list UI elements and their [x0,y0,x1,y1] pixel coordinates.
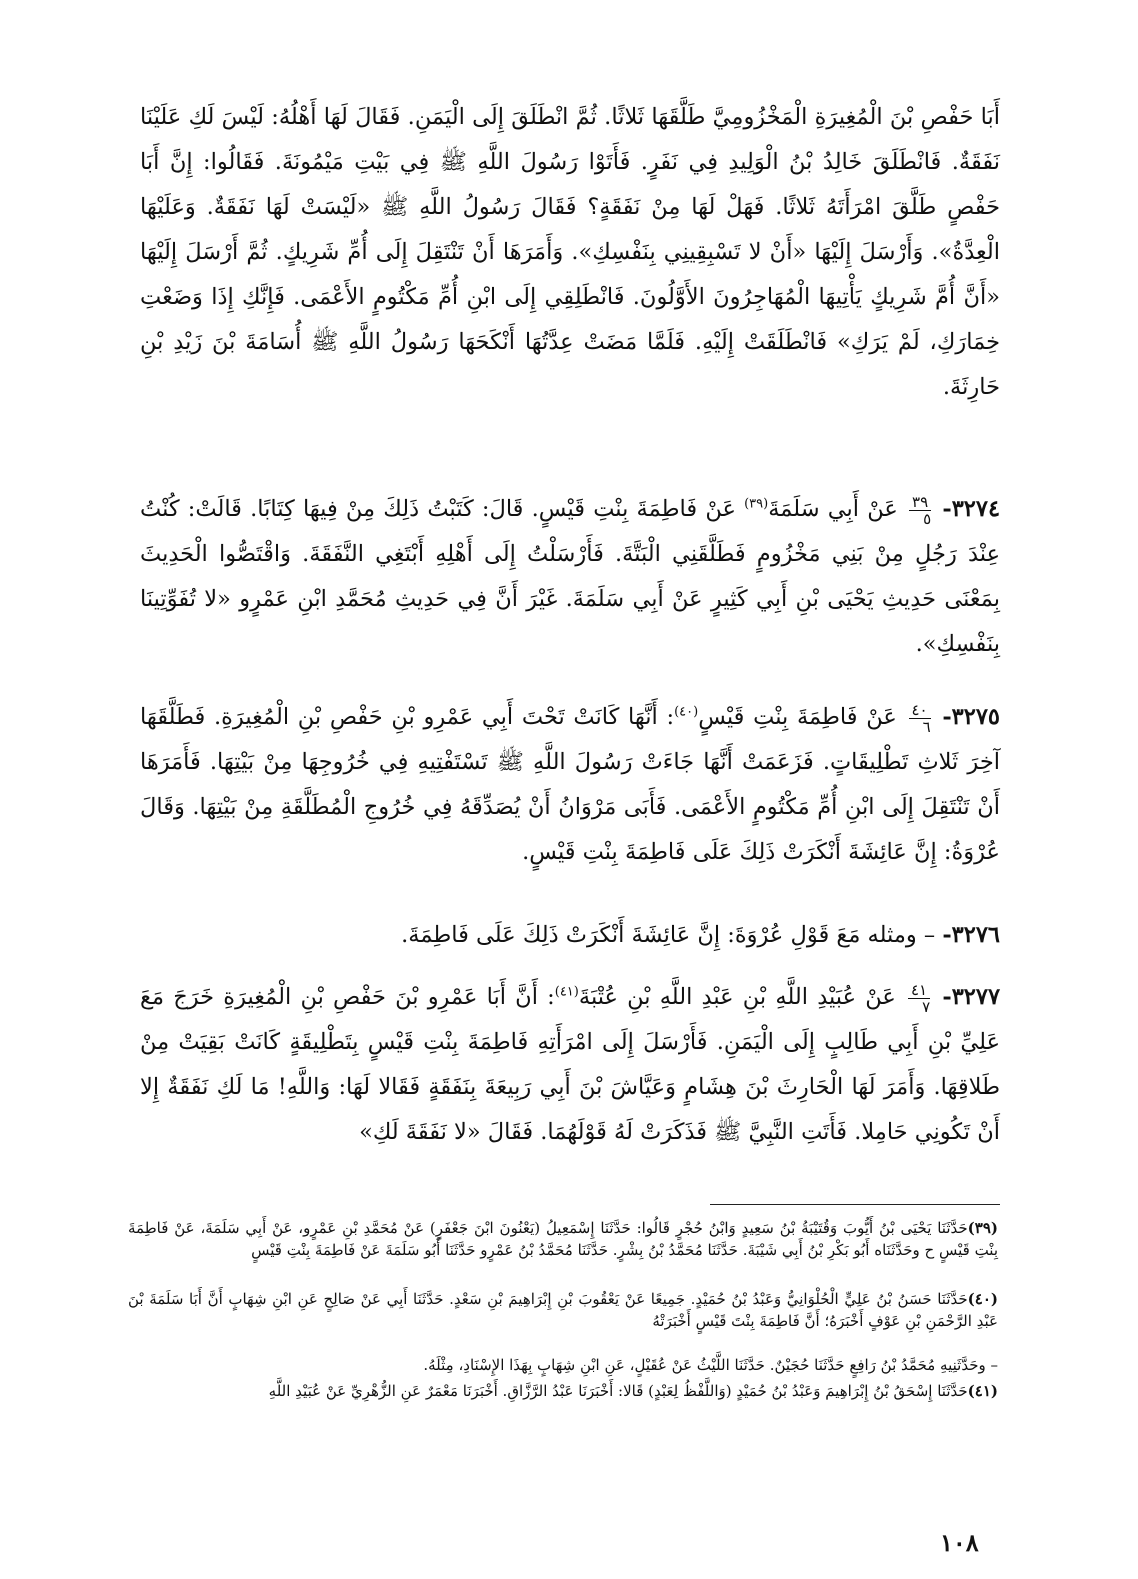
hadith-3276 [140,913,1000,958]
hadith-number: ٣٢٧٦- [942,922,1000,948]
hadith-3274 [140,487,1000,667]
hadith-3275 [140,695,1000,875]
hadith-text: – ومثله مَعَ قَوْلِ عُرْوَةَ: إِنَّ عَائِشَةَ أَنْكَرَتْ ذَلِكَ عَلَى فَاطِمَةَ. [401,922,936,948]
hadith-number: ٣٢٧٧- [942,984,1001,1010]
hadith-fraction: $\frac{٣٩}{٥}$ [909,494,931,527]
footnote-40: (٤٠)حَدَّثَنَا حَسَنُ بْنُ عَلِيٍّ الْحُلْوَانِيُّ وَعَبْدُ بْنُ حُمَيْدٍ. جَمِيعًا عَنْ يَعْقُوبَ بْنِ إِبْرَاهِيمَ بْنِ سَعْدٍ. حَدَّثَنَا أَبِي عَنْ صَالِحٍ عَنِ ابْنِ شِهَابٍ أَنَّ أَبَا سَلَمَةَ بْنَ عَبْدِ الرَّحْمَنِ بْنِ عَوْفٍ أَخْبَرَهُ؛ أَنَّ فَاطِمَةَ بِنْتَ قَيْسٍ أَخْبَرَتْهُ [128,1290,998,1330]
footnote-divider [710,1204,1000,1205]
hadith-narrator: عَنْ فَاطِمَةَ بِنْتِ قَيْسٍ [698,704,897,730]
hadith-text: : أَنَّهَا كَانَتْ تَحْتَ أَبِي عَمْرِو بْنِ حَفْصِ بْنِ الْمُغِيرَةِ. فَطَلَّقَهَا آخِرَ ثَلاثِ تَطْلِيقَاتٍ. فَزَعَمَتْ أَنَّهَا جَاءَتْ رَسُولَ اللَّهِ ﷺ تَسْتَفْتِيهِ فِي خُرُوجِهَا مِنْ بَيْتِهَا. فَأَمَرَهَا أَنْ تَنْتَقِلَ إِلَى ابْنِ أُمِّ مَكْتُومٍ الأَعْمَى. فَأَبَى مَرْوَانُ أَنْ يُصَدِّقَهُ فِي خُرُوجِ الْمُطَلَّقَةِ مِنْ بَيْتِهَا. وَقَالَ عُرْوَةُ: إِنَّ عَائِشَةَ أَنْكَرَتْ ذَلِكَ عَلَى فَاطِمَةَ بِنْتِ قَيْسٍ. [140,704,1000,865]
footnote-ref: (٤٠) [674,704,699,720]
footnote-39: (٣٩)حَدَّثَنَا يَحْيَى بْنُ أَيُّوبَ وَقُتَيْبَةُ بْنُ سَعِيدٍ وَابْنُ حُجْرٍ قَالُوا: حَدَّثَنَا إِسْمَعِيلُ (يَعْنُونَ ابْنَ جَعْفَرٍ) عَنْ مُحَمَّدِ بْنِ عَمْرٍو، عَنْ أَبِي سَلَمَةَ، عَنْ فَاطِمَةَ بِنْتِ قَيْسٍ ح وحَدَّثَنَاه أَبُو بَكْرِ بْنُ أَبِي شَيْبَةَ. حَدَّثَنَا مُحَمَّدُ بْنُ بِشْرٍ. حَدَّثَنَا مُحَمَّدُ بْنُ عَمْرٍو حَدَّثَنَا أَبُو سَلَمَةَ عَنْ فَاطِمَةَ بِنْتِ قَيْسٍ [128,1219,998,1259]
footnote-40-continuation: – وحَدَّثَنِيهِ مُحَمَّدُ بْنُ رَافِعٍ حَدَّثَنَا حُجَيْنٌ. حَدَّثَنَا اللَّيْثُ عَنْ عُقَيْلٍ، عَنِ ابْنِ شِهَابٍ بِهَذَا الإِسْنَادِ، مِثْلَهُ. [423,1356,998,1374]
footnote-41: (٤١)حَدَّثَنَا إِسْحَقُ بْنُ إِبْرَاهِيمَ وَعَبْدُ بْنُ حُمَيْدٍ (وَاللَّفْظُ لِعَبْدٍ) قَالا: أَخْبَرَنَا عَبْدُ الرَّزَّاقِ. أَخْبَرَنَا مَعْمَرٌ عَنِ الزُّهْرِيِّ عَنْ عُبَيْدِ اللَّهِ [268,1382,998,1400]
footnote-ref: (٣٩) [744,496,769,512]
hadith-number: ٣٢٧٤- [942,496,1001,522]
hadith-number: ٣٢٧٥- [942,704,1001,730]
hadith-narrator: عَنْ أَبِي سَلَمَةَ [768,496,898,522]
hadith-text: : أَنَّ أَبَا عَمْرِو بْنَ حَفْصِ بْنِ الْمُغِيرَةِ خَرَجَ مَعَ عَلِيِّ بْنِ أَبِي طَالِبٍ إِلَى الْيَمَنِ. فَأَرْسَلَ إِلَى امْرَأَتِهِ فَاطِمَةَ بِنْتِ قَيْسٍ بِتَطْلِيقَةٍ كَانَتْ بَقِيَتْ مِنْ طَلاقِهَا. وَأَمَرَ لَهَا الْحَارِثَ بْنَ هِشَامٍ وَعَيَّاشَ بْنَ أَبِي رَبِيعَةَ بِنَفَقَةٍ فَقَالا لَهَا: وَاللَّهِ! مَا لَكِ نَفَقَةٌ إِلا أَنْ تَكُونِي حَامِلا. فَأَتَتِ النَّبِيَّ ﷺ فَذَكَرَتْ لَهُ قَوْلَهُمَا. فَقَالَ «لا نَفَقَةَ لَكِ» [140,984,1000,1145]
footnote-ref: (٤١) [554,984,579,1000]
hadith-fraction: $\frac{٤١}{٧}$ [908,982,930,1015]
hadith-narrator: عَنْ عُبَيْدِ اللَّهِ بْنِ عَبْدِ اللَّهِ بْنِ عُتْبَةَ [578,984,896,1010]
paragraph-continuation: أَبَا حَفْصِ بْنَ الْمُغِيرَةِ الْمَخْزُومِيَّ طَلَّقَهَا ثَلاثًا. ثُمَّ انْطَلَقَ إِلَى الْيَمَنِ. فَقَالَ لَهَا أَهْلُهُ: لَيْسَ لَكِ عَلَيْنَا نَفَقَةٌ. فَانْطَلَقَ خَالِدُ بْنُ الْوَلِيدِ فِي نَفَرٍ. فَأَتَوْا رَسُولَ اللَّهِ ﷺ فِي بَيْتِ مَيْمُونَةَ. فَقَالُوا: إِنَّ أَبَا حَفْصٍ طَلَّقَ امْرَأَتَهُ ثَلاثًا. فَهَلْ لَهَا مِنْ نَفَقَةٍ؟ فَقَالَ رَسُولُ اللَّهِ ﷺ «لَيْسَتْ لَهَا نَفَقَةٌ. وَعَلَيْهَا الْعِدَّةُ». وَأَرْسَلَ إِلَيْهَا «أَنْ لا تَسْبِقِينِي بِنَفْسِكِ». وَأَمَرَهَا أَنْ تَنْتَقِلَ إِلَى أُمِّ شَرِيكٍ. ثُمَّ أَرْسَلَ إِلَيْهَا «أَنَّ أُمَّ شَرِيكٍ يَأْتِيهَا الْمُهَاجِرُونَ الأَوَّلُونَ. فَانْطَلِقِي إِلَى ابْنِ أُمِّ مَكْتُومٍ الأَعْمَى. فَإِنَّكِ إِذَا وَضَعْتِ خِمَارَكِ، لَمْ يَرَكِ» فَانْطَلَقَتْ إِلَيْهِ. فَلَمَّا مَضَتْ عِدَّتُهَا أَنْكَحَهَا رَسُولُ اللَّهِ ﷺ أُسَامَةَ بْنَ زَيْدِ بْنِ حَارِثَةَ. [140,104,1000,400]
hadith-text: عَنْ فَاطِمَةَ بِنْتِ قَيْسٍ. قَالَ: كَتَبْتُ ذَلِكَ مِنْ فِيهَا كِتَابًا. قَالَتْ: كُنْتُ عِنْدَ رَجُلٍ مِنْ بَنِي مَخْزُومٍ فَطَلَّقَنِي الْبَتَّةَ. فَأَرْسَلْتُ إِلَى أَهْلِهِ أَبْتَغِي النَّفَقَةَ. وَاقْتَصُّوا الْحَدِيثَ بِمَعْنَى حَدِيثِ يَحْيَى بْنِ أَبِي كَثِيرٍ عَنْ أَبِي سَلَمَةَ. غَيْرَ أَنَّ فِي حَدِيثِ مُحَمَّدِ ابْنِ عَمْرٍو «لا تُفَوِّتِينَا بِنَفْسِكِ». [140,496,1000,657]
hadith-fraction: $\frac{٤٠}{٦}$ [909,702,931,735]
page-number: ١٠٨ [940,1528,979,1557]
hadith-3277 [140,975,1000,1155]
